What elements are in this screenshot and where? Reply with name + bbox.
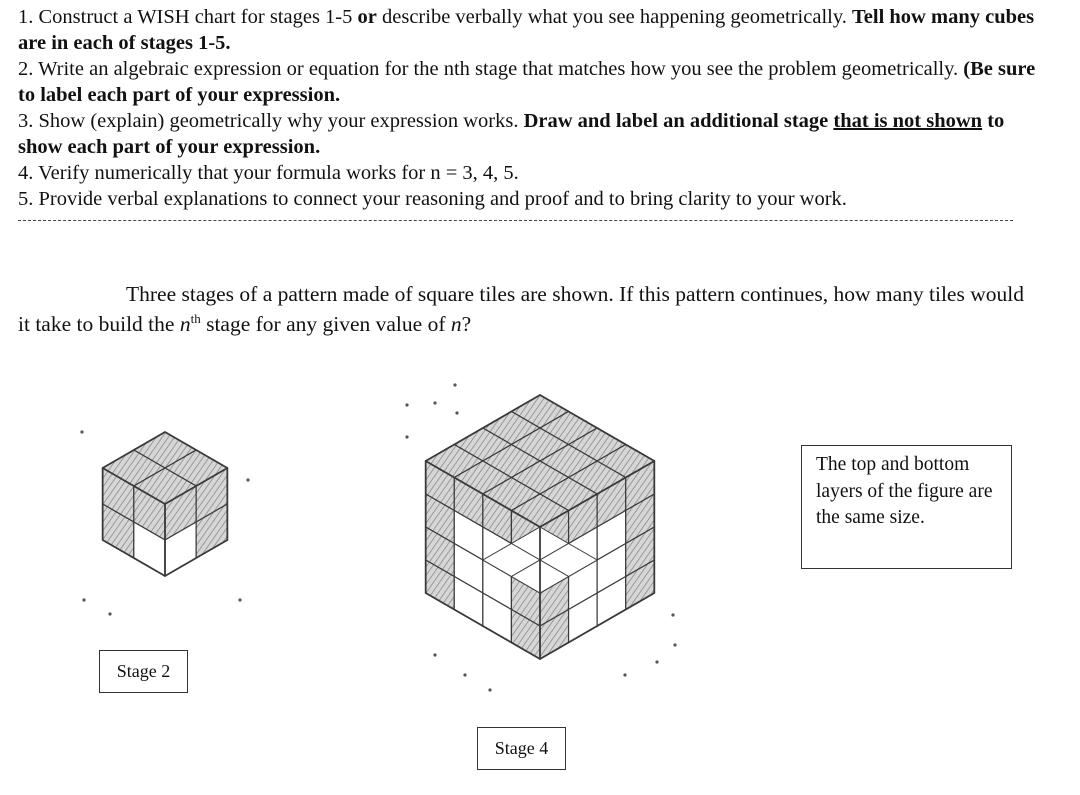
- instruction-3-text: 3. Show (explain) geometrically why your expression works.: [18, 110, 524, 132]
- instruction-3-underlined: that is not shown: [833, 110, 983, 132]
- instruction-3-bold-2: to show each part of your expression.: [18, 110, 1005, 158]
- instruction-1-bold: Tell how many cubes are in each of stages 1-5.: [18, 6, 1035, 54]
- note-box: The top and bottom layers of the figure are the same size.: [801, 445, 1012, 569]
- dot-mark: [488, 688, 491, 691]
- dot-mark: [246, 478, 249, 481]
- instruction-1-or: or: [357, 6, 377, 28]
- instruction-2-text: 2. Write an algebraic expression or equation for the nth stage that matches how you see the problem geometrically.: [18, 58, 964, 80]
- instructions: [18, 4, 1048, 212]
- instruction-2-bold: (Be sure to label each part of your expression.: [18, 58, 1036, 106]
- instruction-1-text-2: describe verbally what you see happening geometrically.: [376, 6, 852, 28]
- dot-mark: [623, 673, 626, 676]
- dot-mark: [463, 673, 466, 676]
- problem-n: n: [179, 312, 191, 336]
- problem-text: Three stages of a pattern made of square tiles are shown. If this pattern continues, how many tiles would it take to build the: [18, 282, 1024, 336]
- stage-4-label: Stage 4: [477, 727, 566, 770]
- instruction-4: 4. Verify numerically that your formula works for n = 3, 4, 5.: [18, 162, 519, 184]
- dot-mark: [405, 435, 408, 438]
- dot-mark: [655, 660, 658, 663]
- instruction-5: 5. Provide verbal explanations to connect your reasoning and proof and to bring clarity to your work.: [18, 188, 847, 210]
- problem-th: th: [190, 311, 201, 326]
- stage-2-cube-figure: [70, 420, 260, 620]
- instruction-2: [18, 56, 1048, 108]
- dot-mark: [405, 403, 408, 406]
- problem-text-2: stage for any given value of: [200, 312, 451, 336]
- dot-mark: [673, 643, 676, 646]
- dashed-divider: [18, 220, 1013, 221]
- problem-n-2: n: [450, 312, 462, 336]
- dot-mark: [108, 612, 111, 615]
- dot-mark: [433, 401, 436, 404]
- instruction-1-text: 1. Construct a WISH chart for stages 1-5: [18, 6, 358, 28]
- dot-mark: [455, 411, 458, 414]
- dot-mark: [238, 598, 241, 601]
- dot-mark: [82, 598, 85, 601]
- dot-mark: [80, 430, 83, 433]
- problem-statement: [18, 279, 1038, 339]
- dot-mark: [671, 613, 674, 616]
- stage-4-cube-figure: [395, 375, 685, 705]
- dot-mark: [453, 383, 456, 386]
- stage-2-label: Stage 2: [99, 650, 188, 693]
- instruction-3: [18, 108, 1048, 160]
- problem-text-3: ?: [461, 312, 472, 336]
- instruction-1: [18, 4, 1048, 56]
- dot-mark: [433, 653, 436, 656]
- instruction-3-bold: Draw and label an additional stage: [523, 110, 834, 132]
